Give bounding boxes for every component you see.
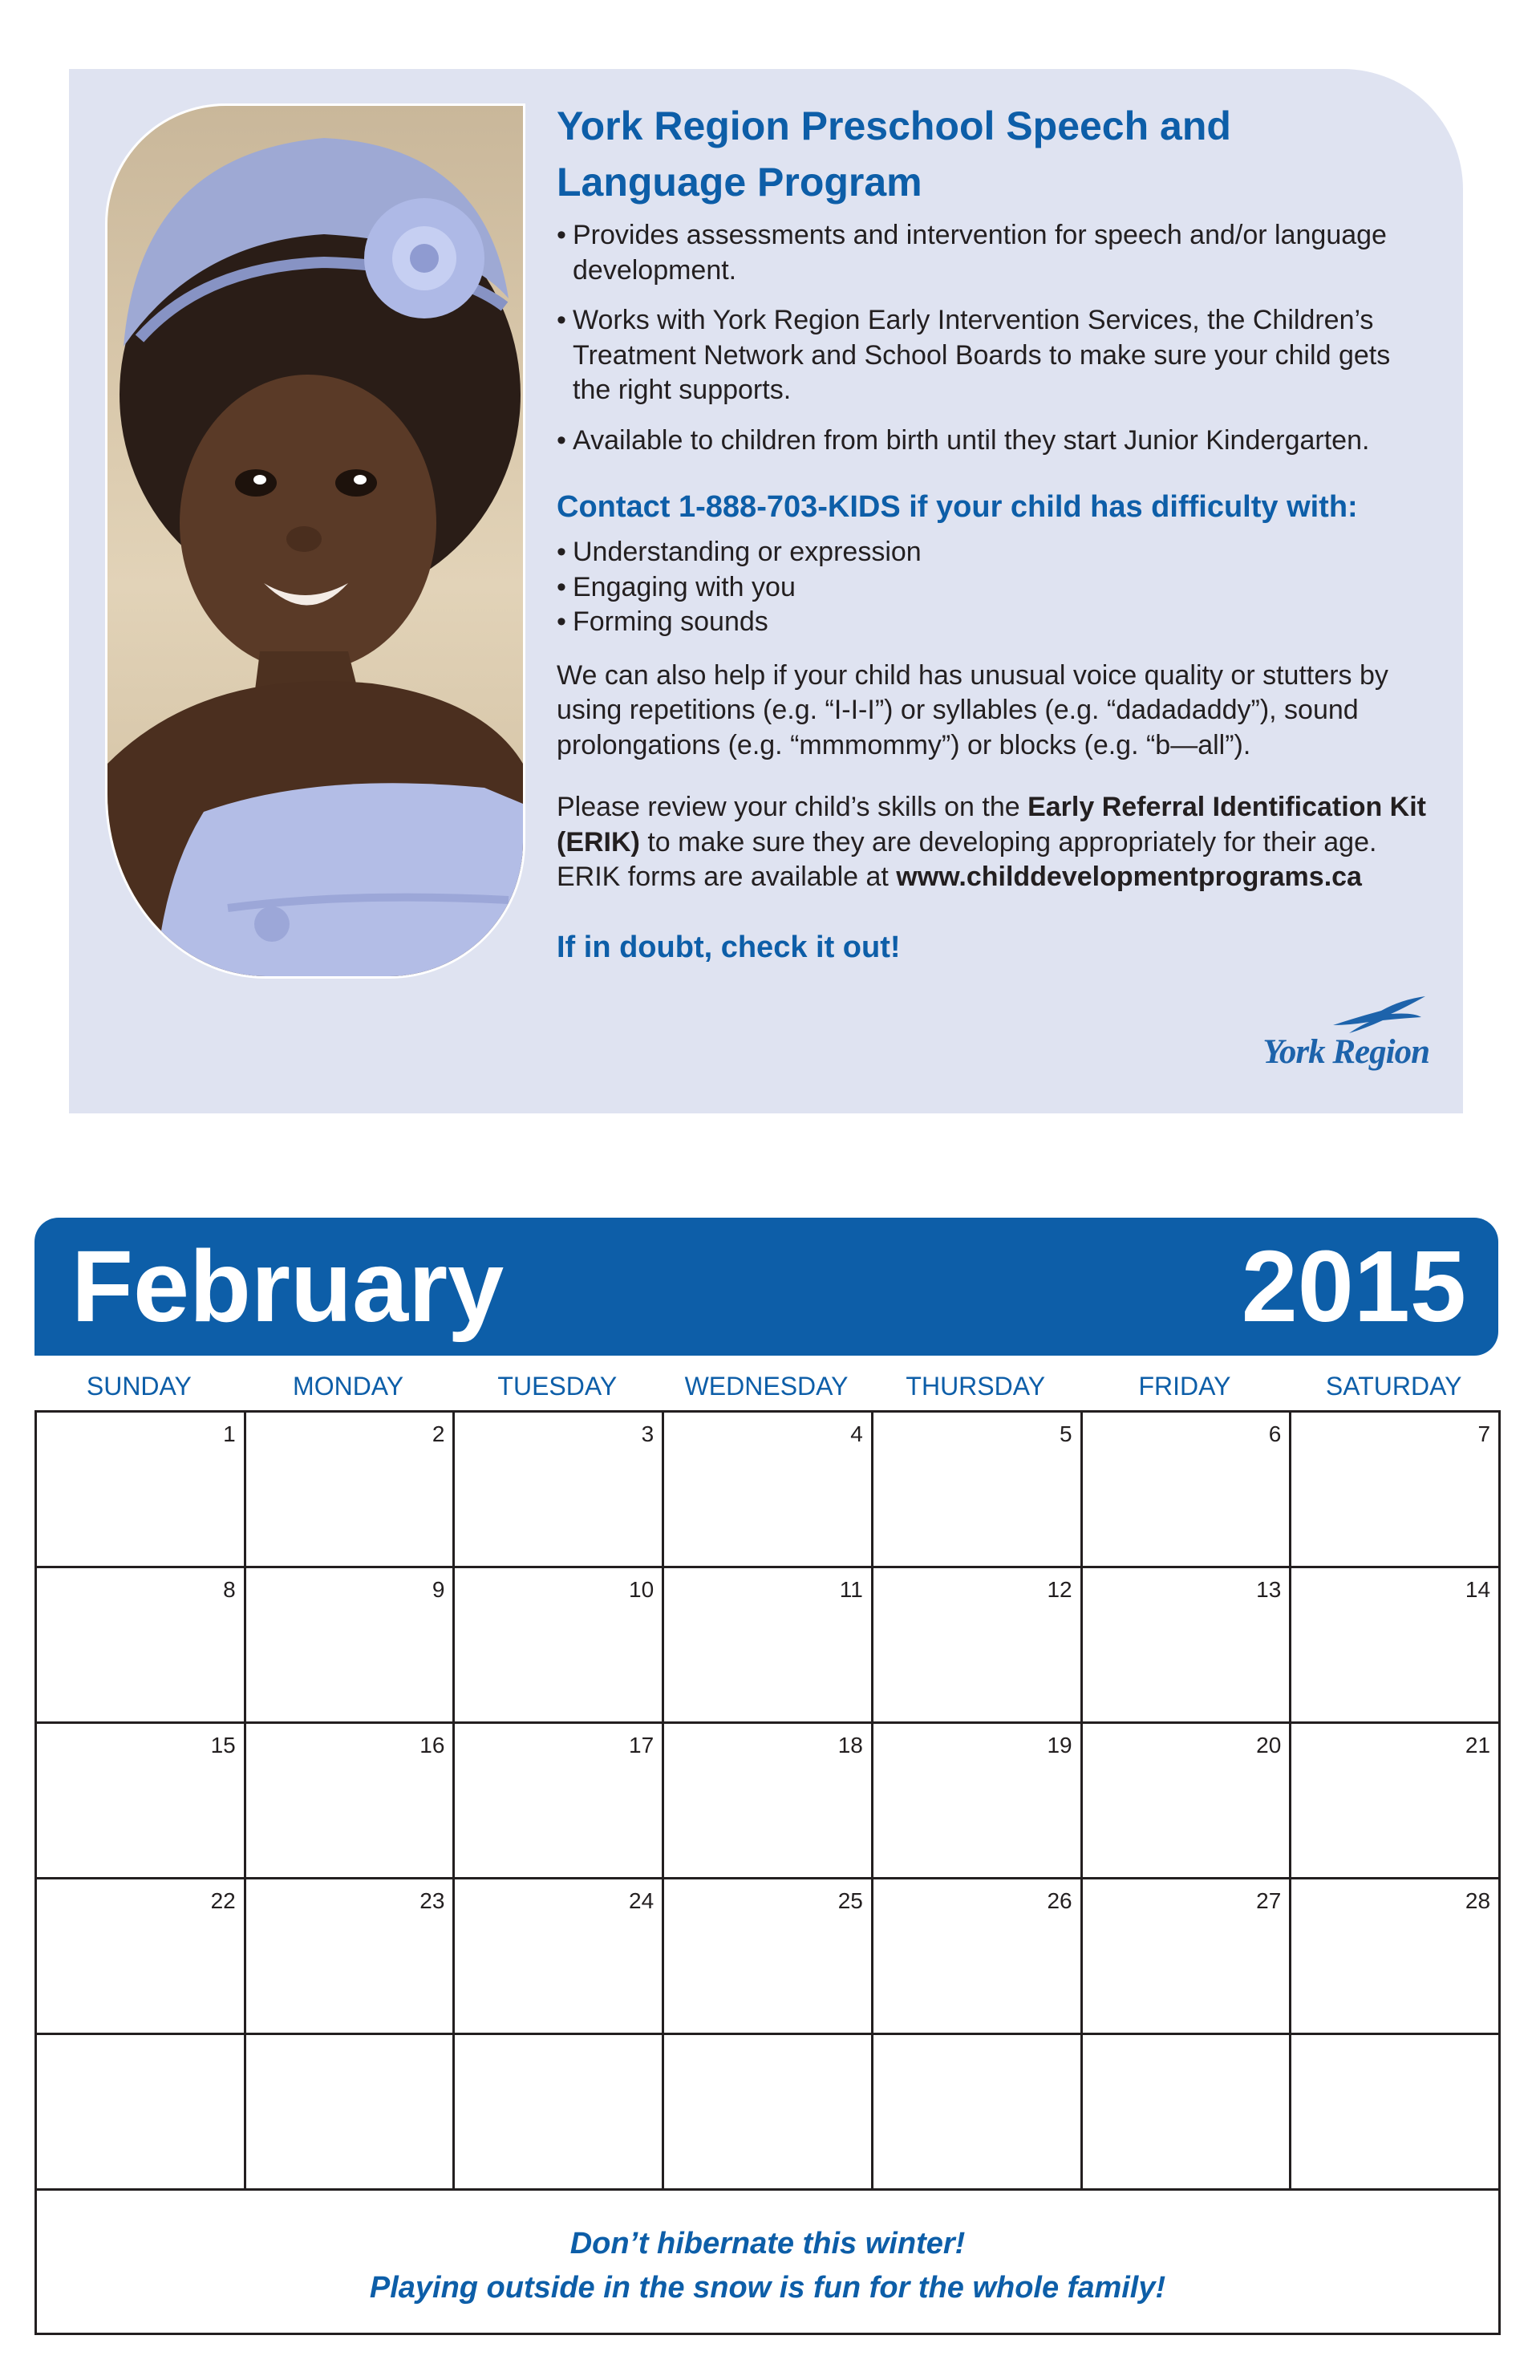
day-number: 2 [432,1421,445,1446]
program-bullet: • Works with York Region Early Intervention Services, the Children’s Treatment Network and School Boards to make sure your child gets the right supports. [557,303,1431,408]
day-cell [664,1724,873,1877]
footer-line-1: Don’t hibernate this winter! [569,2226,966,2260]
calendar-week [37,1568,1498,1724]
erik-middle: to make sure they are developing appropriately for their age. ERIK forms are available at [557,826,1377,892]
info-panel [69,69,1463,1113]
day-cell-empty [37,2035,246,2188]
day-number: 28 [1465,1888,1491,1913]
day-number: 9 [432,1577,445,1602]
erik-url-link[interactable]: www.childdevelopmentprograms.ca [896,862,1362,892]
day-cell [1083,1879,1292,2033]
day-cell [873,1724,1083,1877]
day-number: 4 [850,1421,863,1446]
difficulty-item: • Understanding or expression [557,535,1431,570]
day-number: 17 [629,1733,654,1758]
day-number: 24 [629,1888,654,1913]
day-cell [1291,1724,1498,1877]
day-number: 11 [839,1577,863,1602]
day-number: 20 [1256,1733,1282,1758]
day-cell-empty [246,2035,456,2188]
difficulty-item: • Engaging with you [557,570,1431,606]
difficulty-list [557,535,1431,640]
bird-icon [1325,993,1429,1035]
day-cell [873,1568,1083,1721]
day-number: 1 [223,1421,236,1446]
child-photo [105,103,525,979]
year-title: 2015 [1241,1230,1466,1343]
weekday-friday: FRIDAY [1138,1372,1231,1401]
day-cell [664,1568,873,1721]
day-cell [455,1879,664,2033]
day-cell [664,1879,873,2033]
day-number: 22 [210,1888,236,1913]
day-number: 14 [1465,1577,1491,1602]
day-cell [873,1879,1083,2033]
day-cell [455,1724,664,1877]
day-cell [246,1568,456,1721]
calendar-footer [37,2191,1498,2341]
day-number: 10 [629,1577,654,1602]
month-header [34,1218,1498,1356]
day-cell [1291,1413,1498,1566]
day-number: 13 [1256,1577,1282,1602]
weekday-sunday: SUNDAY [86,1372,192,1401]
program-title: York Region Preschool Speech and Language Program [557,103,1231,205]
weekday-saturday: SATURDAY [1325,1372,1462,1401]
erik-paragraph [557,790,1431,895]
day-cell [1291,1879,1498,2033]
day-cell-empty [664,2035,873,2188]
voice-paragraph: We can also help if your child has unusual voice quality or stutters by using repetitions (e.g. “I-I-I”) or syllables (e.g. “dadadaddy”), sound prolongations (e.g. “mmmommy”) or blocks (e.g. “b—all”). [557,659,1388,760]
day-cell-empty [1291,2035,1498,2188]
day-number: 12 [1047,1577,1072,1602]
day-number: 25 [837,1888,863,1913]
calendar-week [37,2035,1498,2191]
calendar-grid [34,1410,1501,2335]
weekday-thursday: THURSDAY [906,1372,1046,1401]
calendar-week [37,1879,1498,2035]
footer-line-2: Playing outside in the snow is fun for the whole family! [369,2270,1166,2305]
day-number: 5 [1060,1421,1072,1446]
day-cell [1083,1724,1292,1877]
calendar-week [37,1413,1498,1568]
day-cell [37,1568,246,1721]
program-bullets [557,218,1431,458]
contact-heading: Contact 1-888-703-KIDS if your child has difficulty with: [557,490,1358,524]
day-cell-empty [1083,2035,1292,2188]
day-number: 16 [419,1733,445,1758]
month-title: February [71,1230,505,1343]
day-cell [455,1568,664,1721]
day-cell-empty [873,2035,1083,2188]
day-number: 27 [1256,1888,1282,1913]
weekday-tuesday: TUESDAY [497,1372,618,1401]
day-cell [873,1413,1083,1566]
weekday-monday: MONDAY [293,1372,404,1401]
doubt-slogan: If in doubt, check it out! [557,930,901,964]
day-cell [1291,1568,1498,1721]
day-number: 15 [210,1733,236,1758]
difficulty-item: • Forming sounds [557,605,1431,640]
program-bullet: • Provides assessments and intervention for speech and/or language development. [557,218,1431,288]
day-cell [1083,1568,1292,1721]
day-number: 23 [419,1888,445,1913]
erik-intro: Please review your child’s skills on the [557,792,1028,822]
day-cell-empty [455,2035,664,2188]
day-cell [37,1413,246,1566]
day-cell [1083,1413,1292,1566]
day-cell [37,1724,246,1877]
day-cell [664,1413,873,1566]
program-info [557,98,1431,967]
day-number: 19 [1047,1733,1072,1758]
day-cell [37,1879,246,2033]
day-number: 21 [1465,1733,1491,1758]
child-photo-illustration [107,106,523,976]
day-cell [246,1879,456,2033]
day-cell [246,1724,456,1877]
program-bullet: • Available to children from birth until they start Junior Kindergarten. [557,424,1431,459]
weekday-wednesday: WEDNESDAY [684,1372,849,1401]
day-number: 18 [837,1733,863,1758]
day-cell [455,1413,664,1566]
day-number: 6 [1268,1421,1282,1446]
york-region-logo [1262,993,1429,1070]
erik-name: Early Referral Identification Kit (ERIK) [557,792,1426,858]
day-cell [246,1413,456,1566]
day-number: 26 [1047,1888,1072,1913]
calendar-week [37,1724,1498,1879]
york-region-logo-text: York Region [1262,1033,1429,1071]
day-number: 3 [641,1421,654,1446]
weekday-header [34,1364,1498,1409]
day-number: 8 [223,1577,236,1602]
day-number: 7 [1477,1421,1491,1446]
